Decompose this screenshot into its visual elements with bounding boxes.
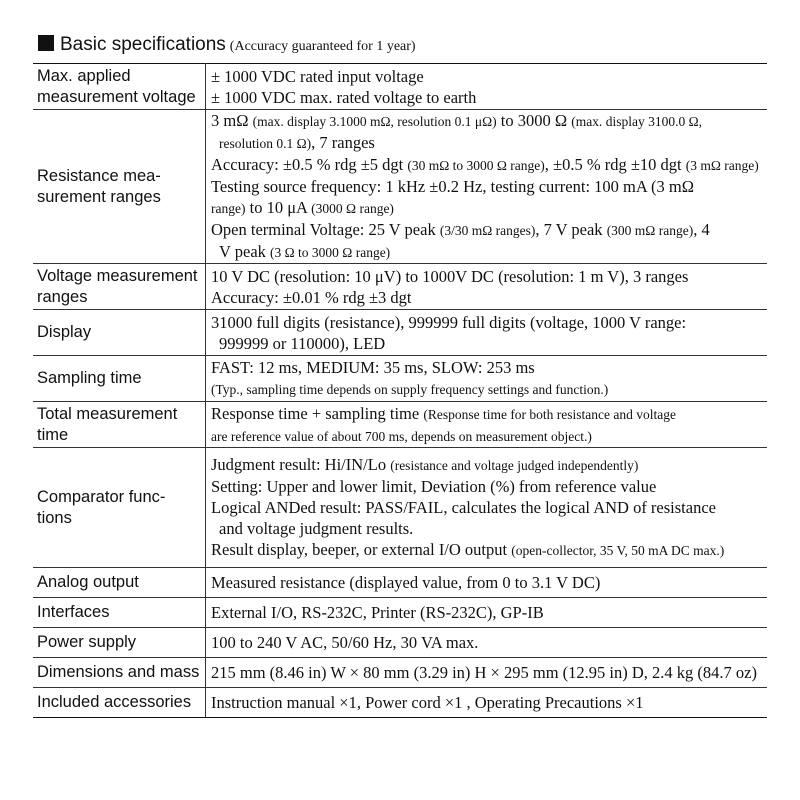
spec-label bbox=[33, 628, 206, 658]
spec-label-line: ranges bbox=[37, 287, 88, 306]
spec-table bbox=[33, 63, 767, 718]
spec-value-line bbox=[211, 454, 765, 476]
spec-value-line bbox=[211, 176, 765, 197]
spec-value-line bbox=[211, 197, 765, 219]
spec-text: ± 1000 VDC max. rated voltage to earth bbox=[211, 87, 477, 107]
spec-text: 100 to 240 V AC, 50/60 Hz, 30 VA max. bbox=[211, 633, 479, 652]
spec-table-body bbox=[33, 64, 767, 718]
spec-label bbox=[33, 64, 206, 110]
black-square-icon bbox=[38, 35, 54, 51]
spec-text: Measured resistance (displayed value, from 0 to 3.1 V DC) bbox=[211, 573, 601, 592]
spec-text: Logical ANDed result: PASS/FAIL, calculates the logical AND of resistance bbox=[211, 498, 716, 517]
spec-text: Instruction manual ×1, Power cord ×1 , Operating Precautions ×1 bbox=[211, 693, 644, 712]
spec-value bbox=[206, 356, 768, 402]
spec-value bbox=[206, 568, 768, 598]
spec-value-line bbox=[211, 241, 765, 263]
spec-row bbox=[33, 264, 767, 310]
spec-row bbox=[33, 568, 767, 598]
spec-text: ± 1000 VDC rated input voltage bbox=[211, 66, 424, 86]
spec-value bbox=[206, 64, 768, 110]
spec-row bbox=[33, 688, 767, 718]
spec-text: 3 mΩ bbox=[211, 111, 253, 130]
spec-row bbox=[33, 356, 767, 402]
spec-value-line bbox=[211, 692, 765, 713]
spec-label-line: surement ranges bbox=[37, 187, 161, 206]
spec-value-line bbox=[211, 287, 765, 308]
spec-row bbox=[33, 64, 767, 110]
spec-text: Response time + sampling time bbox=[211, 403, 424, 423]
spec-text: , 7 V peak bbox=[535, 220, 607, 239]
heading-note: (Accuracy guaranteed for 1 year) bbox=[229, 39, 416, 54]
spec-text: External I/O, RS-232C, Printer (RS-232C), GP-IB bbox=[211, 603, 544, 622]
spec-value-line bbox=[211, 132, 765, 154]
spec-text: (3/30 mΩ ranges) bbox=[439, 223, 536, 238]
spec-label-line: Power supply bbox=[37, 633, 137, 651]
spec-text: 31000 full digits (resistance), 999999 full digits (voltage, 1000 V range: bbox=[211, 312, 687, 332]
section-heading bbox=[38, 34, 416, 60]
spec-text: , 7 ranges bbox=[311, 133, 375, 152]
spec-value bbox=[206, 264, 768, 310]
spec-label bbox=[33, 658, 206, 688]
spec-value-line bbox=[211, 87, 765, 108]
spec-label bbox=[33, 598, 206, 628]
spec-text: 215 mm (8.46 in) W × 80 mm (3.29 in) H × 295 mm (12.95 in) D, 2.4 kg (84.7 oz) bbox=[211, 663, 757, 682]
spec-text: V peak bbox=[219, 242, 271, 261]
spec-text: to 3000 Ω bbox=[496, 111, 572, 130]
spec-label-line: Comparator func- bbox=[37, 487, 166, 506]
spec-text: FAST: 12 ms, MEDIUM: 35 ms, SLOW: 253 ms bbox=[211, 358, 535, 377]
spec-text: range) bbox=[211, 201, 246, 216]
heading-title: Basic specifications bbox=[60, 34, 226, 55]
spec-label-line: Max. applied bbox=[37, 66, 131, 85]
spec-text: to 10 μA bbox=[245, 198, 312, 217]
spec-label-line: Display bbox=[37, 323, 92, 341]
spec-value-line bbox=[211, 403, 765, 425]
spec-label-line: measurement voltage bbox=[37, 87, 196, 106]
spec-value bbox=[206, 402, 768, 448]
spec-value-line bbox=[211, 539, 765, 561]
spec-value-line bbox=[211, 110, 765, 132]
spec-row bbox=[33, 110, 767, 264]
spec-text: Accuracy: ±0.5 % rdg ±5 dgt bbox=[211, 155, 408, 174]
spec-row bbox=[33, 598, 767, 628]
spec-row bbox=[33, 658, 767, 688]
spec-text: Setting: Upper and lower limit, Deviation (%) from reference value bbox=[211, 477, 657, 496]
spec-row bbox=[33, 628, 767, 658]
spec-value bbox=[206, 110, 768, 264]
spec-label bbox=[33, 448, 206, 568]
spec-value bbox=[206, 598, 768, 628]
spec-text: (max. display 3100.0 Ω, bbox=[571, 114, 703, 129]
spec-value bbox=[206, 688, 768, 718]
spec-text: (resistance and voltage judged independently) bbox=[390, 458, 639, 473]
spec-row bbox=[33, 402, 767, 448]
spec-label-line: Dimensions and mass bbox=[37, 663, 200, 681]
spec-value-line bbox=[211, 312, 765, 333]
spec-text: Result display, beeper, or external I/O output bbox=[211, 540, 512, 559]
spec-label-line: Analog output bbox=[37, 573, 139, 591]
spec-value bbox=[206, 448, 768, 568]
spec-text: and voltage judgment results. bbox=[219, 519, 414, 538]
spec-text: (3000 Ω range) bbox=[311, 201, 394, 216]
spec-text: are reference value of about 700 ms, depends on measurement object.) bbox=[211, 428, 592, 444]
spec-text: Open terminal Voltage: 25 V peak bbox=[211, 220, 440, 239]
spec-value-line bbox=[211, 572, 765, 593]
spec-value-line bbox=[211, 66, 765, 87]
spec-label bbox=[33, 688, 206, 718]
spec-value-line bbox=[211, 357, 765, 378]
spec-value-line bbox=[211, 219, 765, 241]
spec-value-line bbox=[211, 333, 765, 354]
spec-value-line bbox=[211, 154, 765, 176]
spec-text: 10 V DC (resolution: 10 μV) to 1000V DC (resolution: 1 m V), 3 ranges bbox=[211, 266, 689, 286]
spec-text: (30 mΩ to 3000 Ω range) bbox=[407, 158, 545, 173]
spec-text: (Response time for both resistance and voltage bbox=[423, 406, 677, 422]
spec-text: (max. display 3.1000 mΩ, resolution 0.1 μΩ) bbox=[252, 114, 497, 129]
spec-label bbox=[33, 264, 206, 310]
spec-label-line: Sampling time bbox=[37, 369, 142, 387]
spec-text: resolution 0.1 Ω) bbox=[219, 136, 312, 151]
spec-text: (3 Ω to 3000 Ω range) bbox=[270, 245, 391, 260]
spec-label bbox=[33, 110, 206, 264]
spec-label-line: Included accessories bbox=[37, 693, 192, 711]
spec-value-line bbox=[211, 662, 765, 683]
spec-text: (Typ., sampling time depends on supply frequency settings and function.) bbox=[211, 382, 609, 397]
spec-label bbox=[33, 402, 206, 448]
spec-text: (open-collector, 35 V, 50 mA DC max.) bbox=[511, 543, 725, 558]
spec-text: Accuracy: ±0.01 % rdg ±3 dgt bbox=[211, 287, 412, 307]
spec-value-line bbox=[211, 425, 765, 447]
spec-text: Judgment result: Hi/IN/Lo bbox=[211, 455, 391, 474]
spec-label-line: Interfaces bbox=[37, 603, 110, 621]
spec-label-line: Voltage measurement bbox=[37, 266, 198, 285]
spec-value bbox=[206, 628, 768, 658]
spec-value bbox=[206, 658, 768, 688]
spec-text: (3 mΩ range) bbox=[685, 158, 759, 173]
spec-value-line bbox=[211, 378, 765, 400]
spec-label-line: Total measurement bbox=[37, 404, 178, 423]
spec-row bbox=[33, 448, 767, 568]
spec-value-line bbox=[211, 476, 765, 497]
spec-text: 999999 or 110000), LED bbox=[219, 333, 386, 353]
spec-label-line: Resistance mea- bbox=[37, 166, 161, 185]
spec-label-line: time bbox=[37, 425, 69, 444]
spec-label bbox=[33, 310, 206, 356]
spec-value-line bbox=[211, 497, 765, 518]
spec-value-line bbox=[211, 602, 765, 623]
spec-row bbox=[33, 310, 767, 356]
spec-label bbox=[33, 568, 206, 598]
spec-text: Testing source frequency: 1 kHz ±0.2 Hz, testing current: 100 mA (3 mΩ bbox=[211, 177, 694, 196]
spec-text: (300 mΩ range) bbox=[606, 223, 694, 238]
spec-text: , ±0.5 % rdg ±10 dgt bbox=[544, 155, 686, 174]
spec-label-line: tions bbox=[37, 508, 72, 527]
spec-value-line bbox=[211, 632, 765, 653]
spec-value-line bbox=[211, 518, 765, 539]
spec-value bbox=[206, 310, 768, 356]
spec-label bbox=[33, 356, 206, 402]
spec-value-line bbox=[211, 266, 765, 287]
spec-text: , 4 bbox=[693, 220, 710, 239]
